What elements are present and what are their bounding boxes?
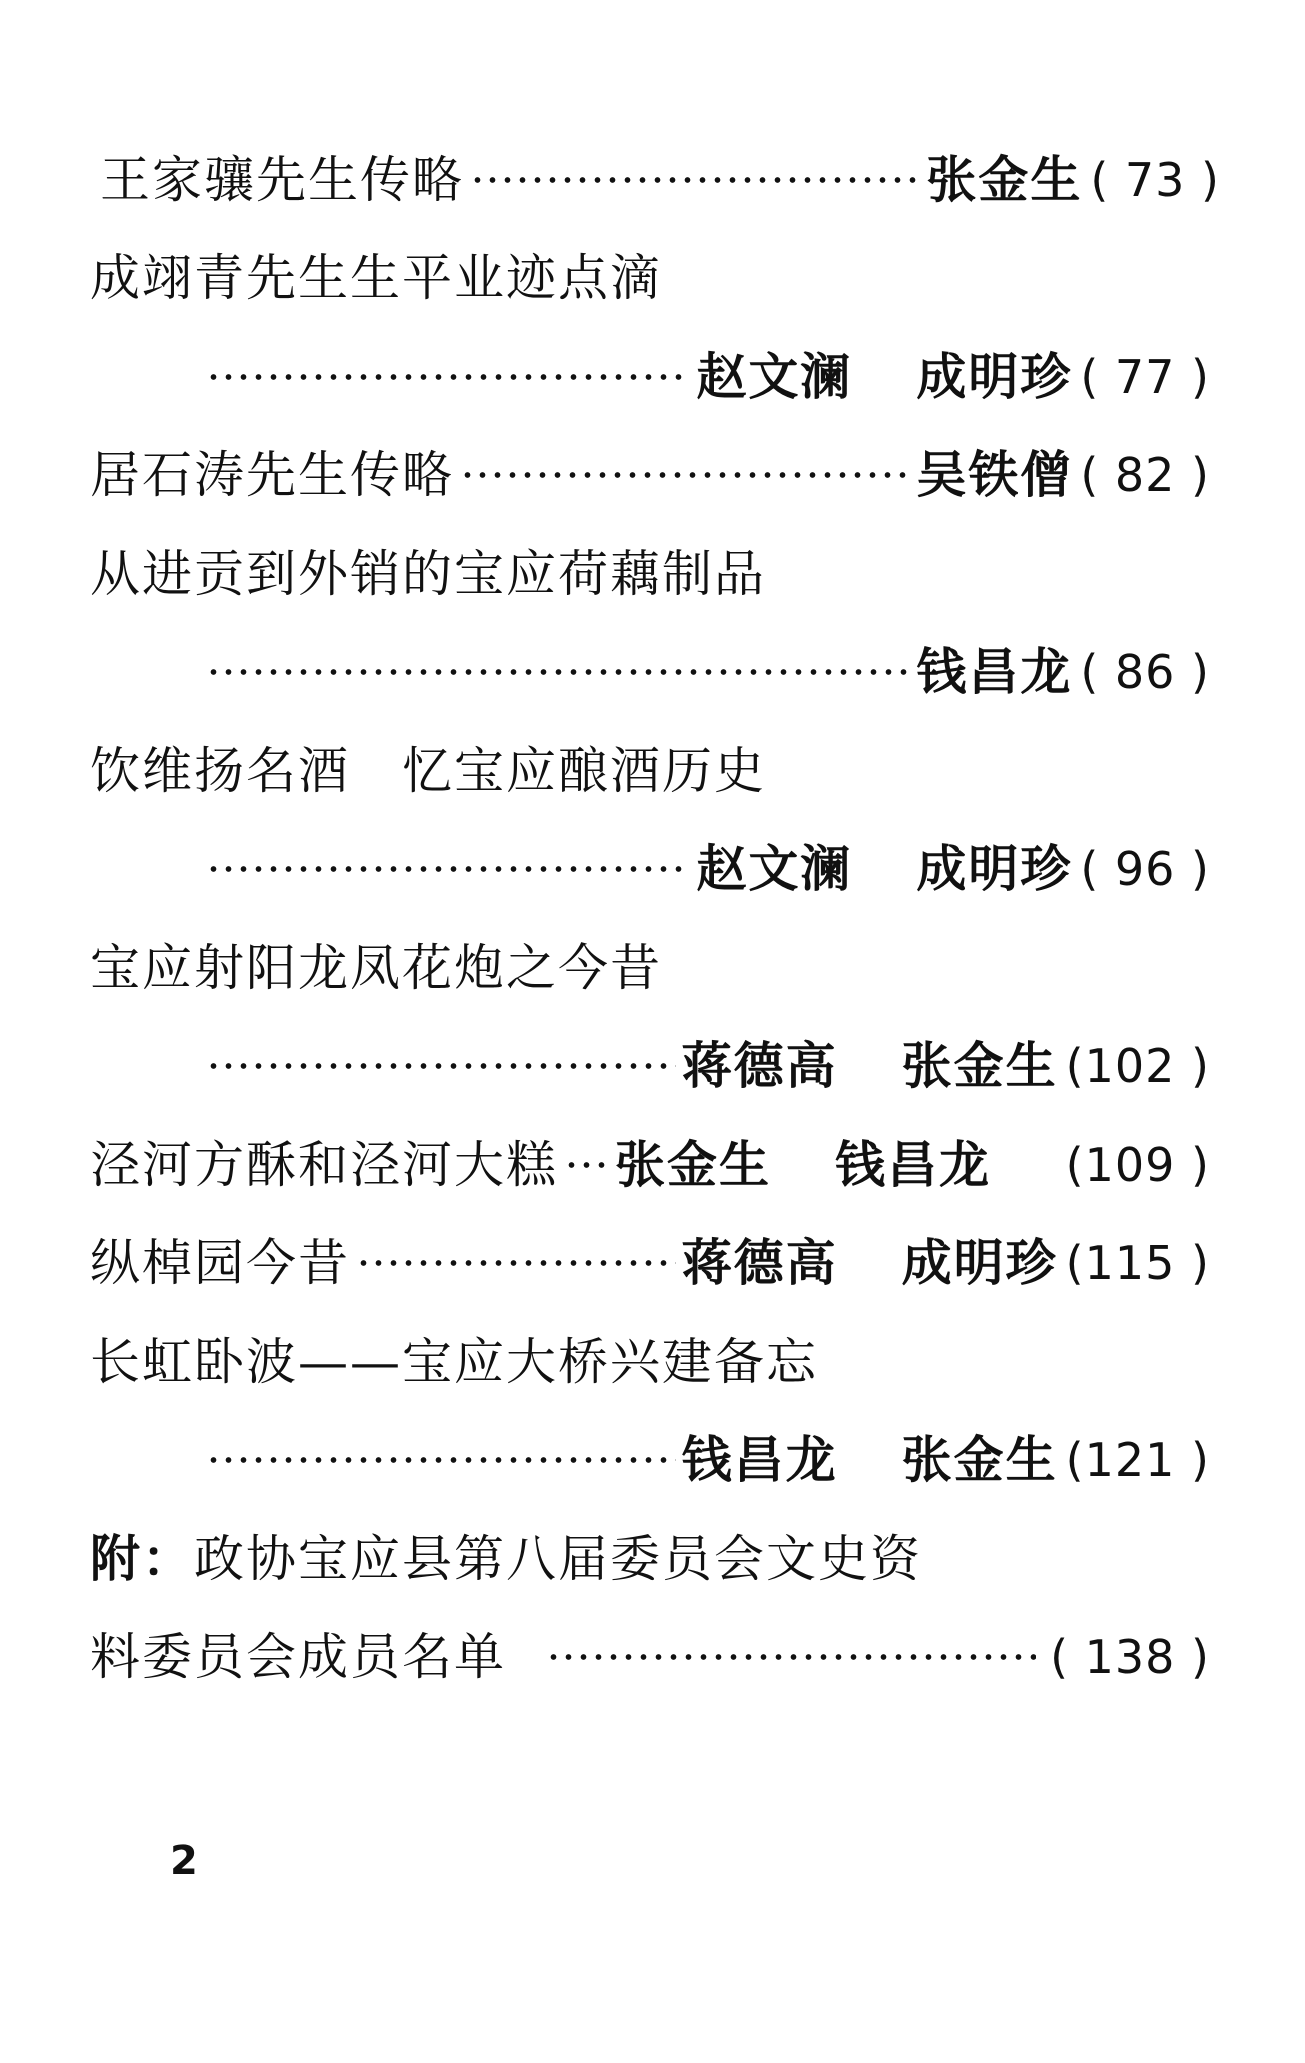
entry-authors [681,1233,1058,1292]
toc-entry[interactable] [90,923,1210,1013]
entry-author: 钱昌龙 [835,1135,991,1194]
toc-entry[interactable] [90,233,1210,323]
dot-leader [206,1060,676,1072]
dot-leader [206,666,910,678]
appendix-entry-continuation[interactable] [90,1612,1210,1702]
entry-author: 蒋德高 [681,1036,838,1095]
toc-entry-continuation[interactable] [200,627,1210,717]
entry-page-number: ( 73 ) [1090,153,1220,207]
entry-page-number: (102 ) [1065,1039,1210,1093]
toc-entry[interactable] [90,1120,1210,1210]
entry-title: 纵棹园今昔 [90,1234,350,1292]
dot-leader [546,1651,1036,1663]
entry-authors [916,445,1073,504]
entry-title: 饮维扬名酒 忆宝应酿酒历史 [90,742,766,800]
toc-entry-continuation[interactable] [200,1021,1210,1111]
entry-authors [681,1036,1058,1095]
entry-title: 王家骧先生传略 [100,151,464,209]
appendix-title-line2: 料委员会成员名单 [90,1628,506,1686]
dot-leader [564,1159,609,1171]
entry-author: 张金生 [615,1135,771,1194]
entry-page-number: ( 86 ) [1080,645,1210,699]
entry-title: 从进贡到外销的宝应荷藕制品 [90,545,766,603]
appendix-page-number: ( 138 ) [1050,1630,1210,1684]
dot-leader [470,174,920,186]
entry-author: 吴铁僧 [916,445,1073,504]
entry-author: 张金生 [901,1036,1058,1095]
entry-title: 居石涛先生传略 [90,446,454,504]
entry-author: 张金生 [901,1430,1058,1489]
entry-author: 成明珍 [916,347,1073,406]
entry-author: 赵文澜 [696,839,853,898]
toc-entry[interactable] [90,430,1210,520]
toc-entry[interactable] [90,529,1210,619]
entry-authors [615,1135,1058,1194]
appendix-label: 附： [90,1529,194,1588]
entry-authors [916,642,1073,701]
entry-page-number: ( 82 ) [1080,448,1210,502]
dot-leader [206,1454,676,1466]
entry-author: 钱昌龙 [681,1430,838,1489]
entry-authors [681,1430,1058,1489]
entry-author: 成明珍 [916,839,1073,898]
entry-page-number: ( 96 ) [1080,842,1210,896]
entry-title: 长虹卧波——宝应大桥兴建备忘 [90,1333,818,1391]
entry-page-number: ( 77 ) [1080,350,1210,404]
dot-leader [460,469,910,481]
entry-title: 成翊青先生生平业迹点滴 [90,249,662,307]
entry-title: 宝应射阳龙凤花炮之今昔 [90,939,662,997]
entry-page-number: (115 ) [1065,1236,1210,1290]
entry-author: 蒋德高 [681,1233,838,1292]
dot-leader [206,863,690,875]
toc-entry[interactable] [100,135,1220,225]
toc-entry-continuation[interactable] [200,824,1210,914]
dot-leader [356,1257,676,1269]
entry-title: 泾河方酥和泾河大糕 [90,1136,558,1194]
toc-entry-continuation[interactable] [200,332,1210,422]
entry-page-number: (109 ) [1065,1138,1210,1192]
toc-entry[interactable] [90,726,1210,816]
entry-author: 张金生 [926,150,1083,209]
toc-entry-continuation[interactable] [200,1415,1210,1505]
entry-authors [696,839,1073,898]
appendix-entry[interactable] [90,1514,1210,1604]
entry-page-number: (121 ) [1065,1433,1210,1487]
page-folio: 2 [170,1838,198,1884]
dot-leader [206,371,690,383]
toc-entry[interactable] [90,1317,1210,1407]
entry-authors [926,150,1083,209]
entry-author: 成明珍 [901,1233,1058,1292]
toc-entry[interactable] [90,1218,1210,1308]
entry-author: 赵文澜 [696,347,853,406]
entry-author: 钱昌龙 [916,642,1073,701]
appendix-title-line1: 政协宝应县第八届委员会文史资 [194,1530,922,1588]
entry-authors [696,347,1073,406]
